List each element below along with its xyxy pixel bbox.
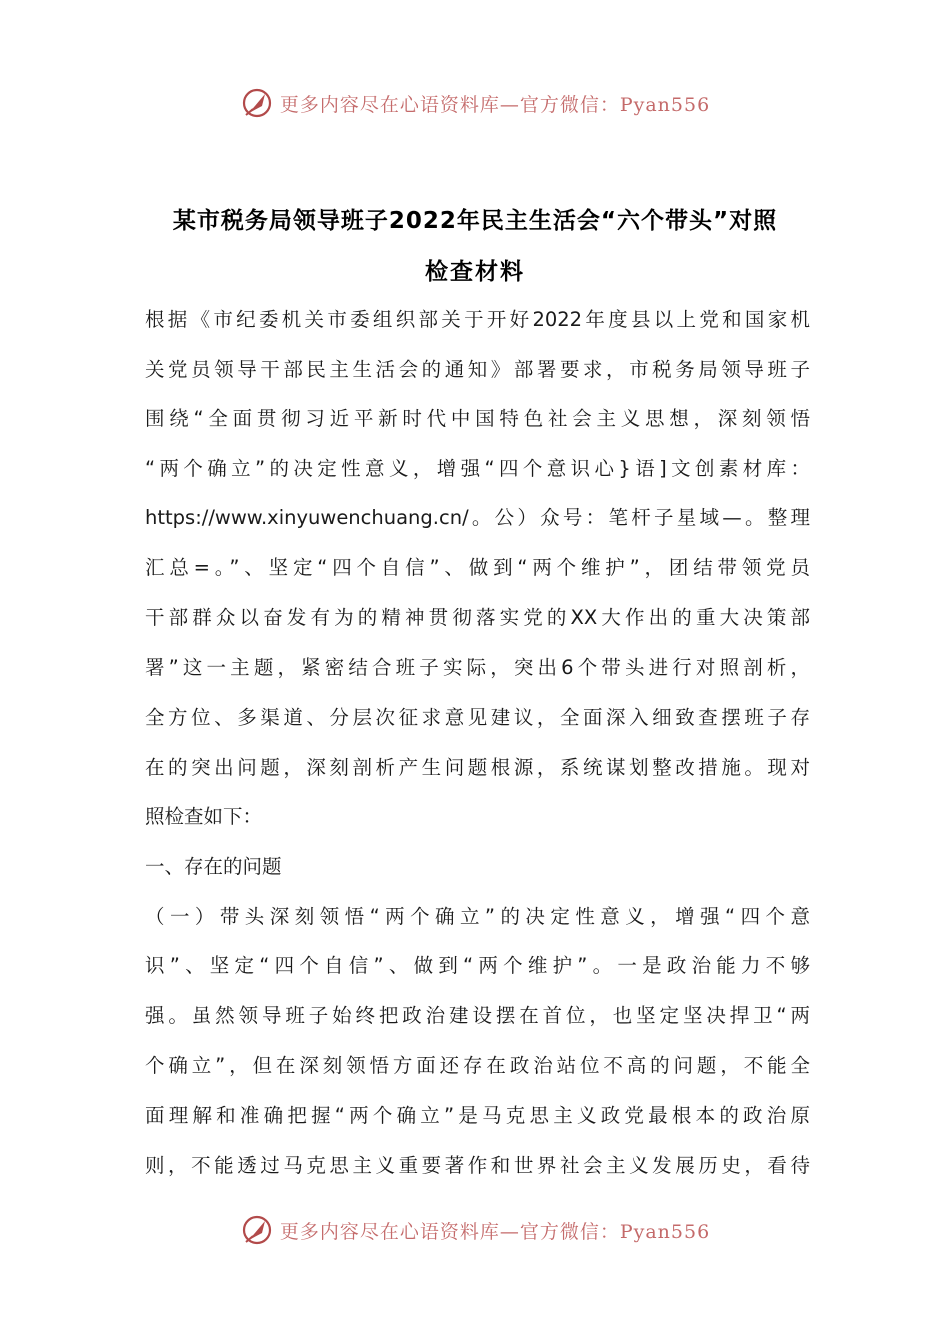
body-line: “两个确立”的决定性意义，增强“四个意识心}语]文创素材库：: [145, 457, 810, 480]
body-line: 署”这一主题，紧密结合班子实际，突出6个带头进行对照剖析，: [145, 656, 810, 679]
body-line: 照检查如下：: [145, 805, 263, 828]
watermark-banner-top: [0, 83, 950, 123]
body-line: 根据《市纪委机关市委组织部关于开好2022年度县以上党和国家机: [145, 308, 810, 331]
body-line: 关党员领导干部民主生活会的通知》部署要求，市税务局领导班子: [145, 358, 810, 381]
body-line: 则，不能透过马克思主义重要著作和世界社会主义发展历史，看待: [145, 1154, 810, 1177]
quill-logo-icon: [240, 1213, 274, 1247]
body-line: 个确立”，但在深刻领悟方面还存在政治站位不高的问题，不能全: [145, 1054, 810, 1077]
body-line: 面理解和准确把握“两个确立”是马克思主义政党最根本的政治原: [145, 1104, 810, 1127]
document-title-line-2: 检查材料: [425, 259, 525, 285]
body-line: 围绕“全面贯彻习近平新时代中国特色社会主义思想，深刻领悟: [145, 407, 810, 430]
document-title-line-1: 某市税务局领导班子2022年民主生活会“六个带头”对照: [172, 208, 778, 234]
body-line: https://www.xinyuwenchuang.cn/。公）众号：笔杆子星域—。整理: [145, 506, 810, 529]
quill-logo-icon: [240, 86, 274, 120]
body-line: 干部群众以奋发有为的精神贯彻落实党的XX大作出的重大决策部: [145, 606, 810, 629]
body-line: （一）带头深刻领悟“两个确立”的决定性意义，增强“四个意: [145, 905, 810, 928]
section-heading: 一、存在的问题: [145, 855, 282, 878]
body-line: 汇总=。”、坚定“四个自信”、做到“两个维护”，团结带领党员: [145, 556, 810, 579]
body-line: 在的突出问题，深刻剖析产生问题根源，系统谋划整改措施。现对: [145, 756, 810, 779]
watermark-banner-bottom: [0, 1210, 950, 1250]
body-line: 强。虽然领导班子始终把政治建设摆在首位，也坚定坚决捍卫“两: [145, 1004, 810, 1027]
watermark-text: 更多内容尽在心语资料库—官方微信：Pyan556: [279, 1220, 711, 1243]
watermark-text: 更多内容尽在心语资料库—官方微信：Pyan556: [279, 93, 711, 116]
body-line: 识”、坚定“四个自信”、做到“两个维护”。一是政治能力不够: [145, 954, 810, 977]
body-line: 全方位、多渠道、分层次征求意见建议，全面深入细致查摆班子存: [145, 706, 810, 729]
